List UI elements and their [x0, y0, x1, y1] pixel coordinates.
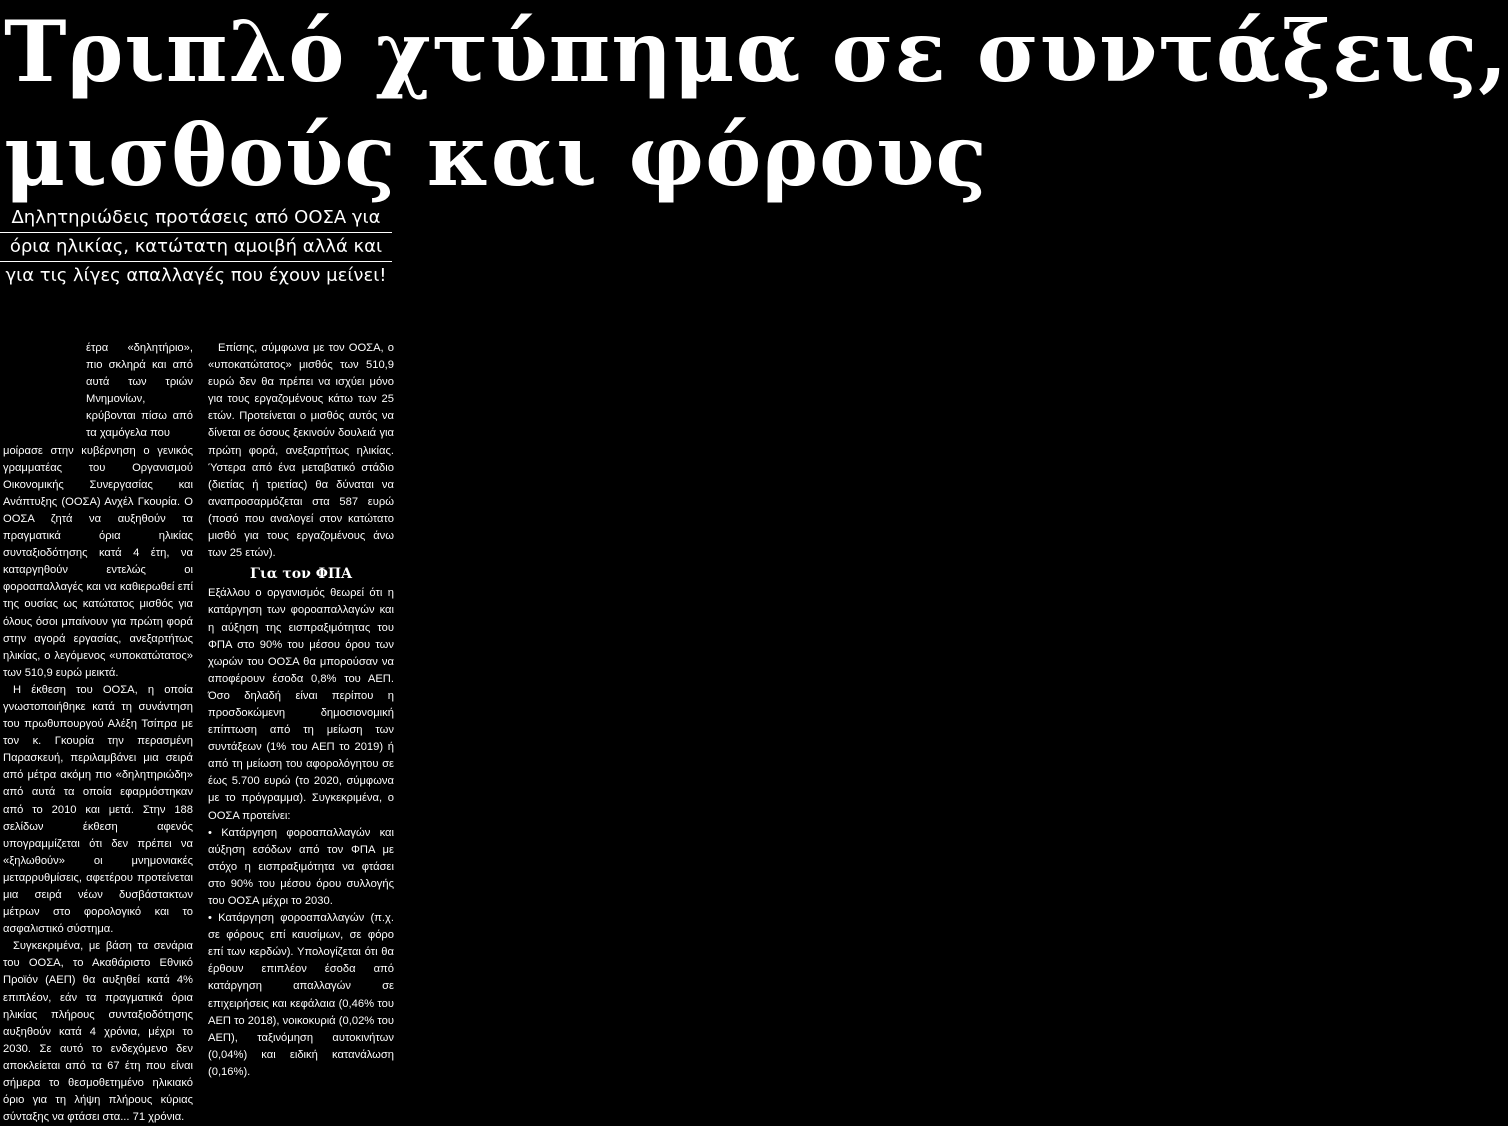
headline-line-1: Τριπλό χτύπημα σε συντάξεις, [4, 2, 1508, 101]
intro-paragraph: έτρα «δηλητήριο», πιο σκληρά και από αυτά των τριών Μνημονίων, κρύβονται πίσω από τα χαμόγελα που [86, 342, 193, 440]
article-subtitle [0, 204, 392, 290]
section-heading-vat: Για τον ΦΠΑ [250, 566, 352, 583]
bullet-item-1: • Κατάργηση φοροαπαλλαγών και αύξηση εσόδων από τον ΦΠΑ με στόχο η εισπραξιμότητα να φτάσει στο 90% του μέσου όρου συλλογής του ΟΟΣΑ μέχρι το 2030. [208, 826, 394, 907]
subtitle-line-2: όρια ηλικίας, κατώτατη αμοιβή αλλά και [0, 233, 392, 262]
right-paragraph-1: Επίσης, σύμφωνα με τον ΟΟΣΑ, ο «υποκατώτατος» μισθός των 510,9 ευρώ δεν θα πρέπει να ισχύει μόνο για τους εργαζομένους κάτω των 25 ετών. Προτείνεται ο μισθός αυτός να δίνεται σε όσους ξεκινούν δουλειά για πρώτη φορά, ανεξαρτήτως ηλικίας. Ύστερα από ένα μεταβατικό στάδιο (διετίας ή τριετίας) θα δύναται να αναπροσαρμόζεται στα 587 ευρώ (ποσό που αναλογεί στον κατώτατο μισθό για τους εργαζομένους άνω των 25 ετών). [208, 342, 394, 560]
right-paragraph-2: Εξάλλου ο οργανισμός θεωρεί ότι η κατάργηση των φοροαπαλλαγών και η αύξηση της εισπραξιμότητας του ΦΠΑ στο 90% του μέσου όρου των χωρών του ΟΟΣΑ θα μπορούσαν να αποφέρουν έσοδα 0,8% του ΑΕΠ. Όσο δηλαδή είναι περίπου η προσδοκώμενη δημοσιονομική επίπτωση από τη μείωση των συντάξεων (1% του ΑΕΠ το 2019) ή από τη μείωση του αφορολόγητου σε έως 5.700 ευρώ (το 2020, σύμφωνα με το πρόγραμμα). Συγκεκριμένα, ο ΟΟΣΑ προτείνει: [208, 587, 394, 822]
subtitle-line-1: Δηλητηριώδεις προτάσεις από ΟΟΣΑ για [0, 204, 392, 233]
left-paragraph-2: Η έκθεση του ΟΟΣΑ, η οποία γνωστοποιήθηκε κατά τη συνάντηση του πρωθυπουργού Αλέξη Τσίπρα με τον κ. Γκουρία την περασμένη Παρασκευή, περιλαμβάνει μια σειρά από μέτρα ακόμη πιο «δηλητηριώδη» από αυτά τα οποία εφαρμόστηκαν από το 2010 και μετά. Στην 188 σελίδων έκθεση αφενός υπογραμμίζεται ότι δεν πρέπει να «ξηλωθούν» οι μνημονιακές μεταρρυθμίσεις, αφετέρου προτείνεται μια σειρά νέων δυσβάστακτων μέτρων στο φορολογικό και το ασφαλιστικό σύστημα. [3, 683, 193, 936]
headline-line-2: μισθούς και φόρους [4, 106, 988, 205]
left-paragraph-1: μοίρασε στην κυβέρνηση ο γενικός γραμματέας του Οργανισμού Οικονομικής Συνεργασίας και Ανάπτυξης (ΟΟΣΑ) Ανχέλ Γκουρία. Ο ΟΟΣΑ ζητά να αυξηθούν τα πραγματικά όρια ηλικίας συνταξιοδότησης κατά 4 έτη, να καταργηθούν εντελώς οι φοροαπαλλαγές και να καθιερωθεί επί της ουσίας ως κατώτατος μισθός για όλους όσοι μπαίνουν για πρώτη φορά στην αγορά εργασίας, ανεξαρτήτως ηλικίας, ο λεγόμενος «υποκατώτατος» των 510,9 ευρώ μεικτά. [3, 444, 193, 679]
left-column [3, 340, 193, 1126]
bullet-item-2: • Κατάργηση φοροαπαλλαγών (π.χ. σε φόρους επί καυσίμων, σε φόρο επί των κερδών). Υπολογίζεται ότι θα έρθουν επιπλέον έσοδα από κατάργηση απαλλαγών σε επιχειρήσεις και κεφάλαια (0,46% του ΑΕΠ το 2018), νοικοκυριά (0,02% του ΑΕΠ), ταξινόμηση αυτοκινήτων (0,04%) και ειδική κατανάλωση (0,16%). [208, 912, 394, 1078]
left-paragraph-3: Συγκεκριμένα, με βάση τα σενάρια του ΟΟΣΑ, το Ακαθάριστο Εθνικό Προϊόν (ΑΕΠ) θα αυξηθεί κατά 4% επιπλέον, εάν τα πραγματικά όρια ηλικίας πλήρους συνταξιοδότησης αυξηθούν κατά 4 χρόνια, μέχρι το 2030. Σε αυτό το ενδεχόμενο δεν αποκλείεται από τα 67 έτη που είναι σήμερα το θεσμοθετημένο ηλικιακό όριο για τη λήψη πλήρους κύριας σύνταξης να φτάσει στα... 71 χρόνια. [3, 940, 193, 1124]
subtitle-line-3: για τις λίγες απαλλαγές που έχουν μείνει! [5, 265, 387, 286]
right-column [208, 340, 394, 1081]
article-headline [4, 0, 1508, 208]
